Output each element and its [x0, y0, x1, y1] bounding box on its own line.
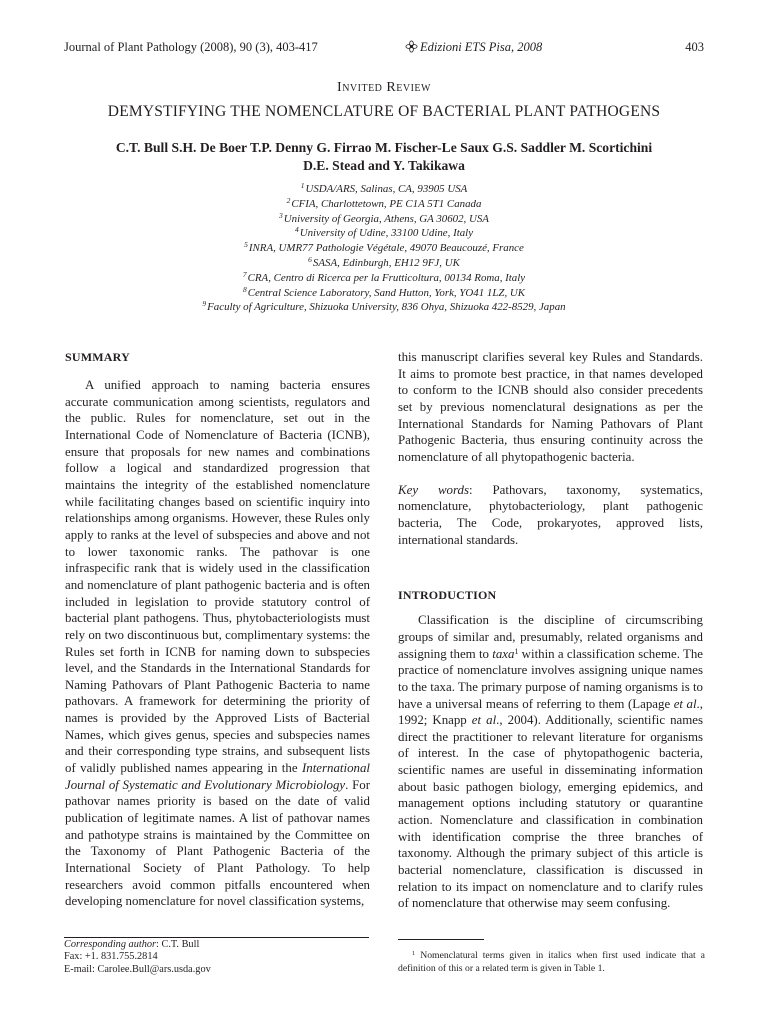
journal-citation: Journal of Plant Pathology (2008), 90 (3), 403-417: [64, 40, 318, 54]
article-title: DEMYSTIFYING THE NOMENCLATURE OF BACTERIAL PLANT PATHOGENS: [107, 103, 661, 120]
footnote-text: Nomenclatural terms given in italics when first used indicate that a definition of this or a related term is given in Table 1.: [398, 950, 705, 974]
affiliation-line: [0, 226, 768, 241]
intro-text-2: within a classification scheme. The practice of nomenclature involves assigning unique names to the taxa. The primary purpose of naming organisms is to have a universal means of referring to them (Lapage: [398, 646, 703, 711]
author-name: G. Firrao: [316, 140, 372, 155]
affiliation-line: [0, 197, 768, 212]
affiliation-number: 3: [279, 210, 283, 220]
affiliation-text: CRA, Centro di Ricerca per la Frutticoltura, 00134 Roma, Italy: [247, 271, 526, 284]
summary-paragraph: [65, 377, 370, 910]
summary-heading: SUMMARY: [65, 350, 130, 364]
introduction-paragraph: [398, 612, 703, 912]
right-column: [398, 349, 703, 912]
author-name: G.S. Saddler: [492, 140, 566, 155]
et-al-1: et al: [673, 696, 697, 711]
intro-text-1: Classification is the discipline of circumscribing groups of similar and, presumably, related organisms and assigning them to: [398, 613, 703, 661]
keywords-label: Key words: [398, 482, 470, 497]
affiliation-line: [0, 256, 768, 271]
affiliation-text: University of Georgia, Athens, GA 30602, USA: [283, 212, 489, 225]
affiliation-number: 6: [308, 254, 312, 264]
affiliation-line: [0, 271, 768, 286]
affiliation-line: [0, 212, 768, 227]
corresponding-email[interactable]: E-mail: Carolee.Bull@ars.usda.gov: [64, 963, 211, 975]
author-name: Y. Takikawa: [392, 158, 465, 173]
intro-text-4: ., 2004). Additionally, scientific names direct the practitioner to relevant literature for organisms of interest. In the case of phytopathogenic bacteria, scientific names are useful in disseminating information about basic pathogen biology, emerging epidemics, and management options including statutory or quarantine action. Nomenclature and classification in combination with identification comprise the three branches of taxonomy. Although the primary subject of this article is bacterial nomenclature, classification is discussed in relation to its impact on nomenclature and to clarify rules of nomenclature that otherwise may seem confusing.: [398, 713, 703, 911]
footnote-marker: 1: [514, 646, 519, 656]
corresponding-name: : C.T. Bull: [156, 939, 200, 950]
keywords-text: : Pathovars, taxonomy, systematics, nomenclature, phytobacteriology, plant pathogenic bacteria, The Code, prokaryotes, approved lists, international standards.: [398, 482, 704, 547]
corresponding-label: Corresponding author: [64, 939, 157, 950]
affiliation-text: CFIA, Charlottetown, PE C1A 5T1 Canada: [291, 197, 482, 210]
footnote: [398, 949, 705, 975]
corresponding-fax: Fax: +1. 831.755.2814: [64, 951, 158, 963]
keywords-paragraph: [398, 482, 703, 549]
footnote-divider: [398, 939, 484, 940]
affiliation-list: [0, 182, 768, 315]
author-name: M. Scortichini: [569, 140, 653, 155]
author-name: M. Fischer-Le Saux: [374, 140, 489, 155]
summary-text-part-2: . For pathovar names priority is based on the date of valid publication of legitimate names. A list of pathovar names and pathotype strains is maintained by the Committee on the Taxonomy of Plant Pathogenic Bacteria of the International Society of Plant Pathology. To help researchers avoid common pitfalls encountered when developing nomenclature for novel classification systems,: [65, 777, 370, 909]
affiliation-line: [0, 182, 768, 197]
footnote-number: 1: [412, 950, 416, 957]
affiliation-number: 2: [286, 195, 291, 205]
author-list: [64, 139, 704, 175]
affiliation-number: 8: [242, 284, 247, 294]
corresponding-divider: [64, 937, 369, 938]
page-number: 403: [685, 40, 704, 54]
term-taxa: taxa: [492, 646, 515, 661]
affiliation-line: [0, 241, 768, 256]
author-name: C.T. Bull: [115, 140, 169, 155]
affiliation-line: [0, 300, 768, 315]
summary-continuation: this manuscript clarifies several key Rules and Standards. It aims to promote best practice, in that names developed to conform to the ICNB should also consider precedents set by previous nomenclatural designations as per the International Standards for Naming Pathovars of Plant Pathogenic Bacteria, thus ensuring continuity across the nomenclature of all phytopathogenic bacteria.: [398, 350, 703, 464]
affiliation-number: 1: [300, 181, 305, 190]
journal-name: International Journal of Systematic and Evolutionary Microbiology: [65, 761, 370, 792]
affiliation-text: University of Udine, 33100 Udine, Italy: [299, 227, 474, 240]
ets-flower-icon: [405, 40, 418, 53]
affiliation-text: USDA/ARS, Salinas, CA, 93905 USA: [305, 183, 468, 195]
affiliation-number: 7: [242, 269, 247, 279]
author-name: D.E. Stead: [303, 158, 365, 173]
affiliation-line: [0, 286, 768, 301]
affiliation-text: INRA, UMR77 Pathologie Végétale, 49070 Beaucouzé, France: [248, 242, 524, 255]
affiliation-number: 9: [202, 299, 207, 309]
affiliation-number: 5: [244, 240, 248, 250]
author-name: T.P. Denny: [249, 140, 314, 155]
affiliation-number: 4: [294, 225, 299, 235]
publisher-line: [405, 40, 542, 55]
affiliation-text: SASA, Edinburgh, EH12 9FJ, UK: [312, 256, 460, 269]
intro-text-3: ., 1992; Knapp: [398, 696, 703, 728]
summary-text-part-1: A unified approach to naming bacteria ensures accurate communication among scientists, regulators and the public. Rules for nomenclature, set out in the International Code of Nomenclature of Bacteria (ICNB), ensure that proposals for new names and combinations follow a logical and standardized progression that maintains the integrity of the established nomenclature while facilitating changes based on scientific inquiry into relationships among organisms. However, these Rules only apply to ranks at the level of subspecies and above and not to lower taxonomic ranks. The pathovar is one infraspecific rank that is widely used in the classification and nomenclature of plant pathogenic bacteria and is often included in legislation to provide statutory control of bacterial plant pathogens. Thus, phytobacteriologists must rely on two discontinuous but, complimentary systems: the Rules set forth in ICNB for naming down to subspecies level, and the Standards in the International Standards for Naming Pathovars of Plant Pathogenic Bacteria to name pathovars. A framework for determining the priority of names is provided by the Approved Lists of Bacterial Names, which gives genus, species and subspecies names and their corresponding type strains, and subsequent lists of validly published names appearing in the: [65, 378, 370, 776]
running-head: [64, 40, 704, 58]
author-name: S.H. De Boer: [171, 140, 247, 155]
affiliation-text: Central Science Laboratory, Sand Hutton, York, YO41 1LZ, UK: [247, 286, 526, 299]
publisher-text: Edizioni ETS Pisa, 2008: [420, 40, 543, 54]
affiliation-text: Faculty of Agriculture, Shizuoka University, 836 Ohya, Shizuoka 422-8529, Japan: [207, 301, 566, 314]
et-al-2: et al: [471, 713, 497, 728]
left-column: [65, 349, 370, 910]
corresponding-author-note: [64, 939, 369, 976]
introduction-heading: INTRODUCTION: [398, 588, 497, 603]
author-conjunction: and: [368, 158, 390, 173]
article-type: Invited Review: [337, 80, 431, 95]
